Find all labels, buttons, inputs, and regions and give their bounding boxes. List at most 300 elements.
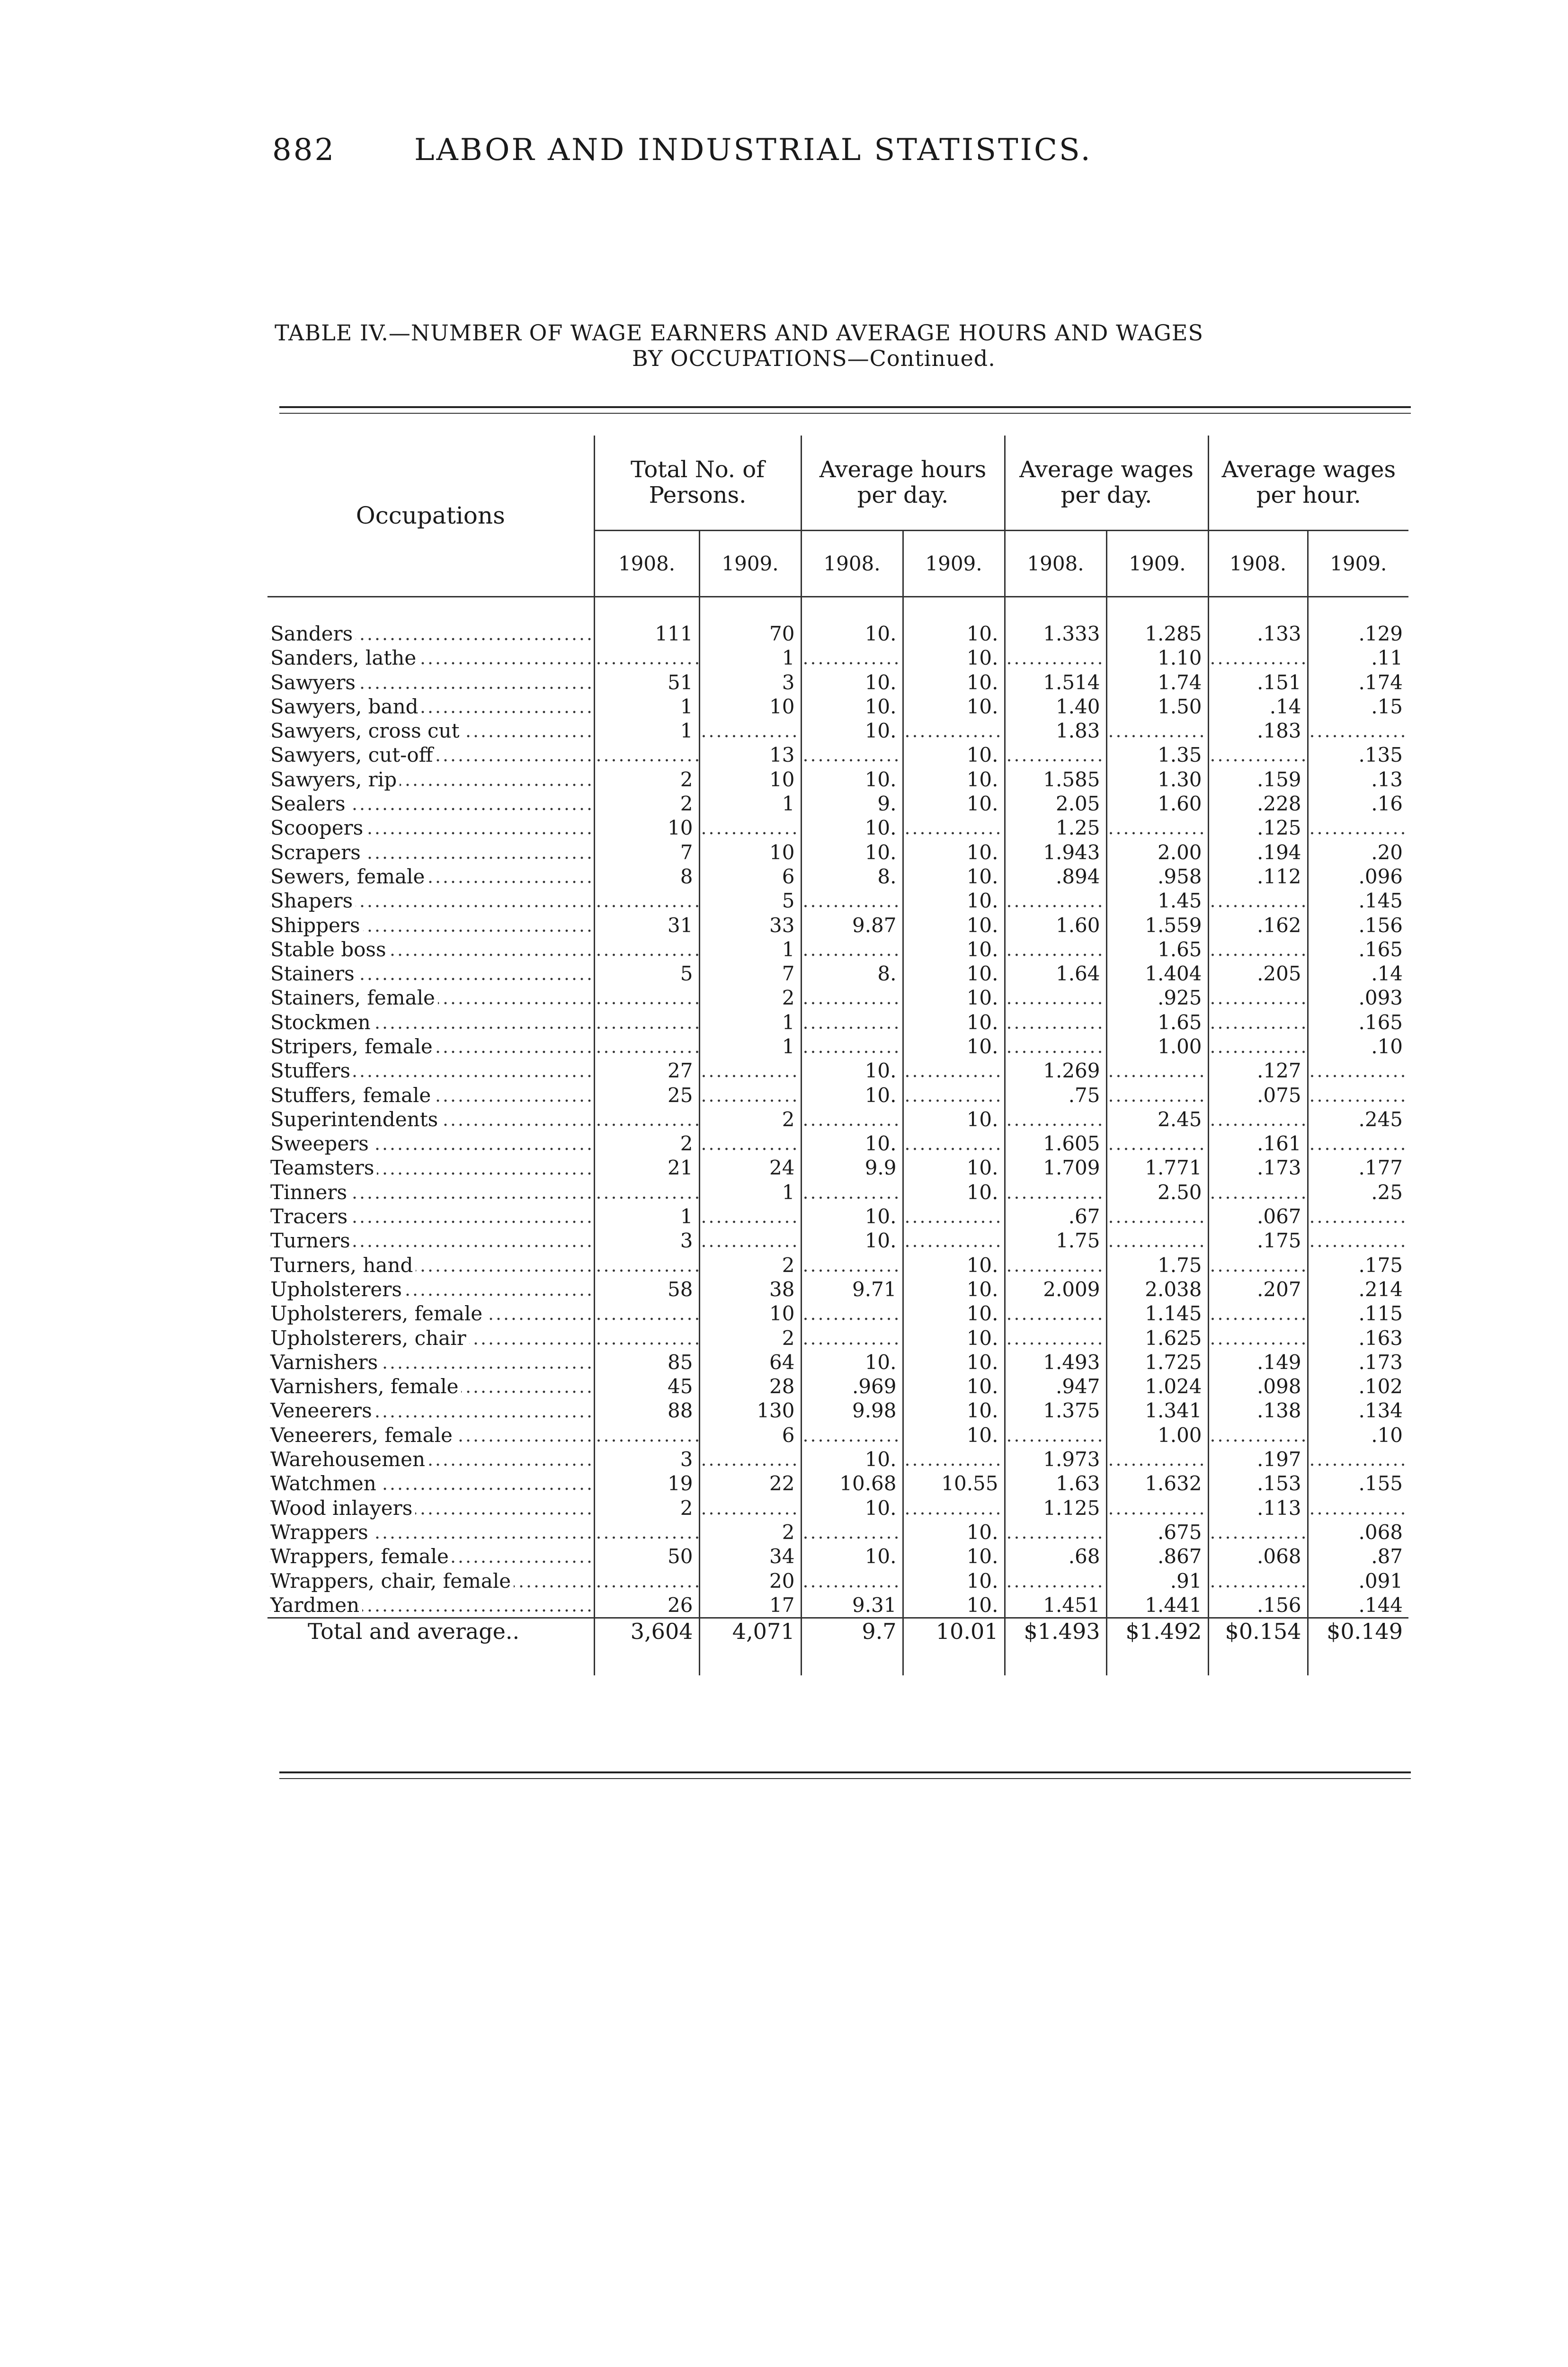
value-cell: 1 (594, 719, 699, 743)
occupation-name: Sawyers, cut-off (270, 743, 436, 766)
value-cell: 10.55 (903, 1471, 1005, 1495)
value-cell: 10. (903, 767, 1005, 792)
value-cell: 10. (801, 1228, 903, 1253)
total-cell: $1.492 (1106, 1618, 1208, 1675)
occupation-cell (267, 646, 594, 670)
occupation-name: Tracers (270, 1205, 350, 1228)
table-row (267, 913, 1408, 937)
table-row (267, 1083, 1408, 1107)
value-cell: 10. (903, 1326, 1005, 1350)
table-body (267, 596, 1408, 1618)
value-cell: 10. (903, 1034, 1005, 1059)
empty-cell (1308, 719, 1408, 743)
empty-cell (801, 1180, 903, 1204)
value-cell: 10.68 (801, 1471, 903, 1495)
occupation-name: Stuffers, female (270, 1084, 434, 1107)
value-cell: 1.493 (1005, 1350, 1106, 1374)
occupation-name: Sewers, female (270, 865, 428, 888)
occupation-cell (267, 1131, 594, 1156)
occupation-cell (267, 961, 594, 986)
empty-cell (903, 1228, 1005, 1253)
value-cell: 10. (801, 719, 903, 743)
table-row (267, 767, 1408, 792)
value-cell: 1.333 (1005, 622, 1106, 646)
total-cell: 4,071 (699, 1618, 801, 1675)
value-cell: 10. (903, 986, 1005, 1010)
value-cell: 1.60 (1005, 913, 1106, 937)
occupation-name: Upholsterers, female (270, 1302, 485, 1325)
empty-cell (1308, 816, 1408, 840)
value-cell: 1.404 (1106, 961, 1208, 986)
value-cell: .867 (1106, 1544, 1208, 1568)
value-cell: .894 (1005, 864, 1106, 889)
value-cell: 3 (699, 670, 801, 694)
table-row (267, 670, 1408, 694)
empty-cell (1308, 1083, 1408, 1107)
value-cell: 10. (903, 1593, 1005, 1618)
value-cell: 64 (699, 1350, 801, 1374)
value-cell: 10. (801, 767, 903, 792)
value-cell: 10. (903, 670, 1005, 694)
table-row (267, 961, 1408, 986)
value-cell: 1 (699, 1010, 801, 1034)
running-head (272, 133, 1092, 168)
occupation-name: Tinners (270, 1181, 350, 1204)
value-cell: 1.285 (1106, 622, 1208, 646)
value-cell: 10. (801, 1083, 903, 1107)
occupation-cell (267, 622, 594, 646)
occupation-cell (267, 1253, 594, 1277)
empty-cell (1208, 1423, 1308, 1447)
table-row (267, 1593, 1408, 1618)
empty-cell (1106, 1495, 1208, 1520)
value-cell: 17 (699, 1593, 801, 1618)
value-cell: 9.71 (801, 1277, 903, 1301)
occupation-cell (267, 1083, 594, 1107)
value-cell: .25 (1308, 1180, 1408, 1204)
value-cell: 1.30 (1106, 767, 1208, 792)
empty-cell (1106, 816, 1208, 840)
caption-line-1: TABLE IV.—NUMBER OF WAGE EARNERS AND AVERAGE HOURS AND WAGES (275, 320, 1203, 346)
empty-cell (801, 646, 903, 670)
occupation-cell (267, 1471, 594, 1495)
value-cell: 5 (594, 961, 699, 986)
occupation-name: Wrappers, female (270, 1545, 452, 1568)
value-cell: 24 (699, 1156, 801, 1180)
value-cell: .10 (1308, 1423, 1408, 1447)
page-number: 882 (272, 133, 336, 168)
empty-cell (903, 1083, 1005, 1107)
value-cell: .156 (1308, 913, 1408, 937)
occupation-cell (267, 1350, 594, 1374)
value-cell: .947 (1005, 1374, 1106, 1398)
value-cell: .13 (1308, 767, 1408, 792)
value-cell: .155 (1308, 1471, 1408, 1495)
occupation-name: Sweepers (270, 1132, 372, 1155)
empty-cell (594, 1301, 699, 1326)
value-cell: 10 (699, 767, 801, 792)
value-cell: .175 (1308, 1253, 1408, 1277)
value-cell: 1.00 (1106, 1423, 1208, 1447)
occupation-cell (267, 1059, 594, 1083)
empty-cell (699, 1059, 801, 1083)
empty-cell (801, 937, 903, 961)
table-row (267, 986, 1408, 1010)
total-cell: 10.01 (903, 1618, 1005, 1675)
empty-cell (594, 1520, 699, 1544)
value-cell: 10. (903, 864, 1005, 889)
occupation-name: Stainers (270, 962, 357, 985)
empty-cell (1005, 1423, 1106, 1447)
empty-cell (1208, 986, 1308, 1010)
value-cell: 1 (699, 792, 801, 816)
value-cell: 10. (903, 622, 1005, 646)
table-row (267, 1471, 1408, 1495)
empty-cell (1005, 1253, 1106, 1277)
value-cell: .156 (1208, 1593, 1308, 1618)
table-row (267, 937, 1408, 961)
value-cell: 9. (801, 792, 903, 816)
value-cell: .075 (1208, 1083, 1308, 1107)
value-cell: 2.038 (1106, 1277, 1208, 1301)
occupation-cell (267, 719, 594, 743)
empty-cell (594, 889, 699, 913)
value-cell: 10. (801, 670, 903, 694)
empty-cell (1308, 1131, 1408, 1156)
occupations-header: Occupations (356, 502, 505, 530)
value-cell: 130 (699, 1398, 801, 1423)
value-cell: .162 (1208, 913, 1308, 937)
occupation-name: Wrappers, chair, female (270, 1569, 514, 1593)
empty-cell (1005, 1301, 1106, 1326)
empty-cell (1005, 646, 1106, 670)
value-cell: 1.60 (1106, 792, 1208, 816)
value-cell: 1.50 (1106, 694, 1208, 719)
empty-cell (801, 743, 903, 767)
value-cell: .958 (1106, 864, 1208, 889)
empty-cell (903, 1204, 1005, 1228)
value-cell: 111 (594, 622, 699, 646)
value-cell: 2 (699, 986, 801, 1010)
value-cell: .165 (1308, 1010, 1408, 1034)
value-cell: 1.40 (1005, 694, 1106, 719)
occupation-name: Sanders, lathe (270, 646, 419, 669)
table-row (267, 1301, 1408, 1326)
value-cell: 2 (699, 1520, 801, 1544)
occupation-cell (267, 743, 594, 767)
empty-cell (1208, 1253, 1308, 1277)
table-row (267, 864, 1408, 889)
value-cell: .112 (1208, 864, 1308, 889)
empty-cell (903, 816, 1005, 840)
occupation-name: Veneerers (270, 1399, 375, 1422)
table-row (267, 1520, 1408, 1544)
empty-cell (1308, 1059, 1408, 1083)
value-cell: 10. (801, 1350, 903, 1374)
empty-cell (1106, 1083, 1208, 1107)
empty-cell (594, 1107, 699, 1131)
value-cell: 1.514 (1005, 670, 1106, 694)
value-cell: .113 (1208, 1495, 1308, 1520)
table-row (267, 1568, 1408, 1593)
value-cell: .969 (801, 1374, 903, 1398)
occupation-cell (267, 889, 594, 913)
empty-cell (801, 1034, 903, 1059)
value-cell: 1.943 (1005, 840, 1106, 864)
occupation-cell (267, 1423, 594, 1447)
value-cell: 21 (594, 1156, 699, 1180)
value-cell: 1.75 (1106, 1253, 1208, 1277)
occupation-cell (267, 1374, 594, 1398)
occupation-name: Teamsters (270, 1156, 377, 1179)
value-cell: .87 (1308, 1544, 1408, 1568)
value-cell: 10. (801, 1204, 903, 1228)
occupation-name: Upholsterers (270, 1278, 405, 1301)
value-cell: 1.625 (1106, 1326, 1208, 1350)
value-cell: .10 (1308, 1034, 1408, 1059)
total-cell: 9.7 (801, 1618, 903, 1675)
empty-cell (1005, 1568, 1106, 1593)
empty-cell (594, 1253, 699, 1277)
value-cell: 1.83 (1005, 719, 1106, 743)
year-header: 1908. (1005, 530, 1106, 596)
value-cell: 7 (594, 840, 699, 864)
empty-cell (1106, 719, 1208, 743)
empty-cell (801, 1301, 903, 1326)
bottom-rule (279, 1771, 1411, 1773)
value-cell: 1 (699, 646, 801, 670)
table-row (267, 1180, 1408, 1204)
empty-cell (1208, 1301, 1308, 1326)
value-cell: 1.63 (1005, 1471, 1106, 1495)
value-cell: 10. (801, 816, 903, 840)
empty-cell (1005, 1034, 1106, 1059)
empty-cell (594, 1180, 699, 1204)
value-cell: 22 (699, 1471, 801, 1495)
value-cell: .067 (1208, 1204, 1308, 1228)
value-cell: .925 (1106, 986, 1208, 1010)
empty-cell (594, 1034, 699, 1059)
table-row (267, 1374, 1408, 1398)
table-row (267, 816, 1408, 840)
value-cell: 31 (594, 913, 699, 937)
value-cell: 1.65 (1106, 1010, 1208, 1034)
value-cell: 9.31 (801, 1593, 903, 1618)
value-cell: 1.441 (1106, 1593, 1208, 1618)
empty-cell (1106, 1131, 1208, 1156)
occupation-name: Shippers (270, 914, 363, 937)
occupation-name: Sawyers, cross cut (270, 719, 462, 742)
table-row (267, 1010, 1408, 1034)
value-cell: 10. (903, 1520, 1005, 1544)
value-cell: 88 (594, 1398, 699, 1423)
empty-cell (594, 986, 699, 1010)
value-cell: 9.87 (801, 913, 903, 937)
value-cell: .093 (1308, 986, 1408, 1010)
value-cell: 58 (594, 1277, 699, 1301)
value-cell: 2 (594, 767, 699, 792)
year-header: 1908. (1208, 530, 1308, 596)
value-cell: 1.45 (1106, 889, 1208, 913)
occupation-cell (267, 767, 594, 792)
empty-cell (801, 889, 903, 913)
occupation-name: Turners (270, 1229, 353, 1252)
empty-cell (594, 1568, 699, 1593)
empty-cell (1005, 1520, 1106, 1544)
value-cell: 1.74 (1106, 670, 1208, 694)
value-cell: 1.64 (1005, 961, 1106, 986)
value-cell: 10. (903, 1301, 1005, 1326)
value-cell: .096 (1308, 864, 1408, 889)
value-cell: 2.009 (1005, 1277, 1106, 1301)
occupation-cell (267, 1228, 594, 1253)
occupation-cell (267, 864, 594, 889)
value-cell: 10. (903, 1107, 1005, 1131)
occupation-name: Yardmen (270, 1593, 362, 1617)
occupation-cell (267, 1326, 594, 1350)
empty-cell (594, 1326, 699, 1350)
empty-cell (594, 743, 699, 767)
empty-cell (1005, 986, 1106, 1010)
empty-cell (903, 1447, 1005, 1471)
occupation-name: Shapers (270, 889, 356, 912)
empty-cell (699, 1228, 801, 1253)
value-cell: .197 (1208, 1447, 1308, 1471)
value-cell: 1.65 (1106, 937, 1208, 961)
occupation-cell (267, 840, 594, 864)
occupation-name: Varnishers (270, 1351, 381, 1374)
empty-cell (1106, 1447, 1208, 1471)
value-cell: .161 (1208, 1131, 1308, 1156)
value-cell: .091 (1308, 1568, 1408, 1593)
occupation-name: Sawyers, band (270, 695, 421, 718)
table-row (267, 1204, 1408, 1228)
top-rule (279, 406, 1411, 408)
value-cell: 10. (903, 1010, 1005, 1034)
empty-cell (699, 1204, 801, 1228)
value-cell: 1.973 (1005, 1447, 1106, 1471)
occupation-name: Watchmen (270, 1472, 379, 1495)
value-cell: 1.125 (1005, 1495, 1106, 1520)
value-cell: 19 (594, 1471, 699, 1495)
value-cell: .153 (1208, 1471, 1308, 1495)
value-cell: .15 (1308, 694, 1408, 719)
value-cell: .14 (1208, 694, 1308, 719)
value-cell: 1.341 (1106, 1398, 1208, 1423)
table-row (267, 1156, 1408, 1180)
value-cell: .144 (1308, 1593, 1408, 1618)
caption-line-2: BY OCCUPATIONS—Continued. (632, 346, 996, 371)
value-cell: 2 (699, 1326, 801, 1350)
value-cell: .149 (1208, 1350, 1308, 1374)
year-header: 1908. (594, 530, 699, 596)
value-cell: .138 (1208, 1398, 1308, 1423)
occupation-cell (267, 1156, 594, 1180)
table-row (267, 1326, 1408, 1350)
table-row (267, 889, 1408, 913)
empty-cell (1208, 1107, 1308, 1131)
value-cell: 25 (594, 1083, 699, 1107)
empty-cell (801, 1107, 903, 1131)
value-cell: .133 (1208, 622, 1308, 646)
empty-cell (1208, 889, 1308, 913)
value-cell: 1.559 (1106, 913, 1208, 937)
value-cell: 1.771 (1106, 1156, 1208, 1180)
occupation-name: Stainers, female (270, 986, 438, 1009)
value-cell: 5 (699, 889, 801, 913)
value-cell: 1 (594, 694, 699, 719)
empty-cell (594, 937, 699, 961)
value-cell: 10. (801, 694, 903, 719)
table-row (267, 1423, 1408, 1447)
empty-cell (1208, 1010, 1308, 1034)
value-cell: 2.00 (1106, 840, 1208, 864)
year-header: 1909. (699, 530, 801, 596)
value-cell: .173 (1308, 1350, 1408, 1374)
value-cell: .125 (1208, 816, 1308, 840)
value-cell: .20 (1308, 840, 1408, 864)
table-row (267, 622, 1408, 646)
total-cell: $1.493 (1005, 1618, 1106, 1675)
empty-cell (801, 1010, 903, 1034)
table-row (267, 1059, 1408, 1083)
value-cell: 70 (699, 622, 801, 646)
empty-cell (699, 1495, 801, 1520)
empty-cell (699, 719, 801, 743)
table-row (267, 1495, 1408, 1520)
occupation-cell (267, 913, 594, 937)
total-cell: $0.154 (1208, 1618, 1308, 1675)
occupation-cell (267, 986, 594, 1010)
empty-cell (1005, 1180, 1106, 1204)
value-cell: 9.9 (801, 1156, 903, 1180)
empty-cell (594, 1010, 699, 1034)
bottom-rule-thin (279, 1778, 1411, 1779)
year-header: 1909. (1106, 530, 1208, 596)
table-caption (275, 320, 1430, 371)
occupation-name: Sealers (270, 792, 348, 815)
value-cell: 10. (801, 1544, 903, 1568)
occupation-cell (267, 1107, 594, 1131)
value-cell: 10. (903, 743, 1005, 767)
value-cell: .102 (1308, 1374, 1408, 1398)
occupation-name: Wrappers (270, 1521, 371, 1544)
avg-wages-hour-header: Average wages per hour. (1208, 436, 1408, 530)
occupation-cell (267, 1398, 594, 1423)
value-cell: 10. (903, 913, 1005, 937)
value-cell: .115 (1308, 1301, 1408, 1326)
table-row (267, 1107, 1408, 1131)
occupation-name: Stockmen (270, 1011, 374, 1034)
value-cell: 85 (594, 1350, 699, 1374)
value-cell: .129 (1308, 622, 1408, 646)
value-cell: .675 (1106, 1520, 1208, 1544)
occupation-name: Scrapers (270, 841, 364, 864)
empty-cell (903, 1495, 1005, 1520)
empty-cell (1308, 1204, 1408, 1228)
occupation-name: Sanders (270, 622, 356, 645)
value-cell: 27 (594, 1059, 699, 1083)
empty-cell (801, 1520, 903, 1544)
table-row (267, 719, 1408, 743)
empty-cell (699, 816, 801, 840)
value-cell: 2.45 (1106, 1107, 1208, 1131)
value-cell: 10. (801, 1059, 903, 1083)
occupation-cell (267, 1544, 594, 1568)
table-row (267, 1398, 1408, 1423)
value-cell: .207 (1208, 1277, 1308, 1301)
empty-cell (1208, 1520, 1308, 1544)
